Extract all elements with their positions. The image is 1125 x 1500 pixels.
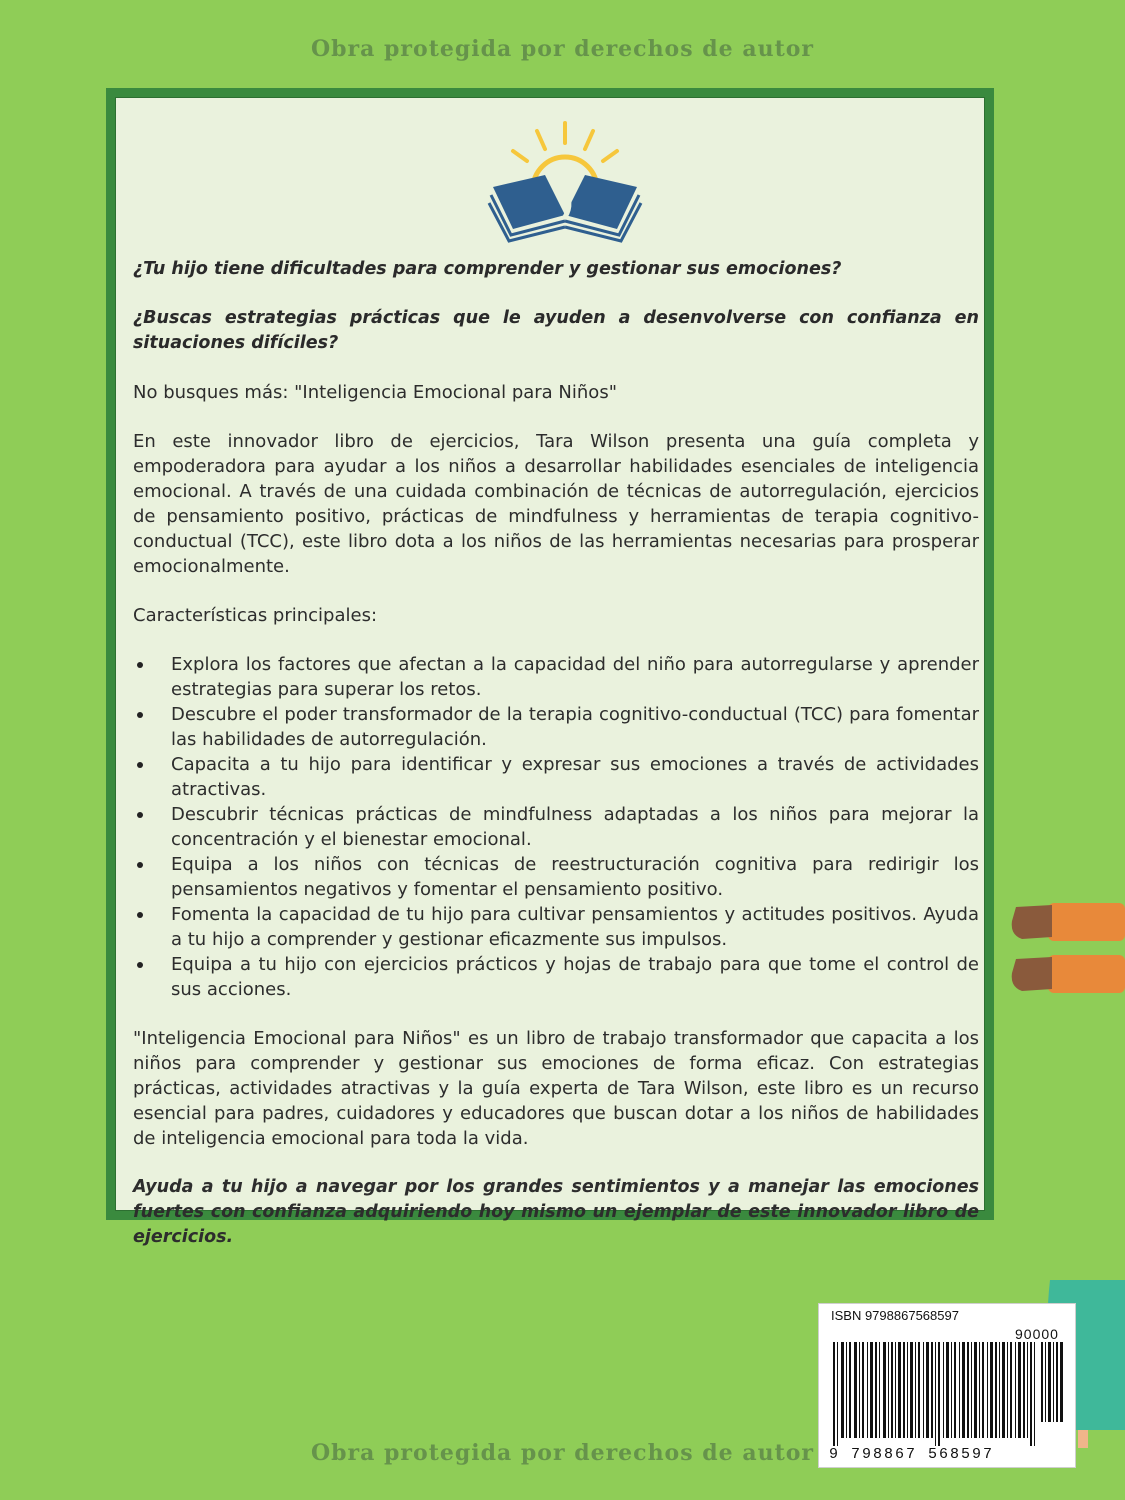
character-legs-illustration: [1008, 895, 1125, 1005]
bullet-icon: [137, 762, 143, 768]
closing-call-to-action: Ayuda a tu hijo a navegar por los grandes sentimientos y a manejar las emociones fuertes con confianza adquiriendo hoy mismo un ejemplar de este innovador libro de ejercicios.: [133, 1177, 979, 1247]
description: En este innovador libro de ejercicios, Tara Wilson presenta una guía completa y empoderadora para ayudar a los niños a desarrollar habilidades esenciales de inteligencia emocional. A través de una cuidada combinación de técnicas de autorregulación, ejercicios de pensamiento positivo, prácticas de mindfulness y herramientas de terapia cognitivo-conductual (TCC), este libro dota a los niños de las herramientas necesarias para prosperar emocionalmente.: [133, 431, 979, 577]
list-item: Capacita a tu hijo para identificar y expresar sus emociones a través de actividades atractivas.: [133, 752, 979, 802]
barcode-bars-icon: [833, 1342, 1065, 1446]
bullet-icon: [137, 712, 143, 718]
tagline: No busques más: "Inteligencia Emocional para Niños": [133, 382, 617, 403]
sun-over-open-book-icon: [485, 117, 645, 247]
list-item: Fomenta la capacidad de tu hijo para cultivar pensamientos y actitudes positivos. Ayuda a tu hijo a comprender y gestionar eficazmente sus impulsos.: [133, 902, 979, 952]
barcode-digits: 9 798867 568597: [829, 1446, 995, 1463]
copyright-watermark-bottom: Obra protegida por derechos de autor: [311, 1440, 814, 1466]
features-list: [133, 652, 979, 1002]
list-item: Explora los factores que afectan a la capacidad del niño para autorregularse y aprender estrategias para superar los retos.: [133, 652, 979, 702]
intro-question: ¿Buscas estrategias prácticas que le ayuden a desenvolverse con confianza en situaciones difíciles?: [133, 308, 979, 353]
list-item: Equipa a los niños con técnicas de reestructuración cognitiva para redirigir los pensamientos negativos y fomentar el pensamiento positivo.: [133, 852, 979, 902]
list-item: Equipa a tu hijo con ejercicios prácticos y hojas de trabajo para que tome el control de sus acciones.: [133, 952, 979, 1002]
back-cover-text: [133, 257, 979, 1274]
bullet-icon: [137, 962, 143, 968]
price-code: 90000: [1015, 1326, 1059, 1342]
bullet-icon: [137, 862, 143, 868]
bullet-icon: [137, 662, 143, 668]
isbn-label: ISBN 9798867568597: [831, 1308, 959, 1323]
summary: "Inteligencia Emocional para Niños" es un libro de trabajo transformador que capacita a los niños para comprender y gestionar sus emociones de forma eficaz. Con estrategias prácticas, actividades atractivas y la guía experta de Tara Wilson, este libro es un recurso esencial para padres, cuidadores y educadores que buscan dotar a los niños de habilidades de inteligencia emocional para toda la vida.: [133, 1028, 979, 1149]
intro-question: ¿Tu hijo tiene dificultades para comprender y gestionar sus emociones?: [133, 259, 842, 279]
bullet-icon: [137, 812, 143, 818]
bullet-icon: [137, 912, 143, 918]
list-item: Descubre el poder transformador de la terapia cognitivo-conductual (TCC) para fomentar las habilidades de autorregulación.: [133, 702, 979, 752]
back-cover-panel: [106, 88, 994, 1247]
copyright-watermark-top: Obra protegida por derechos de autor: [311, 36, 814, 62]
intro-questions: [133, 257, 979, 356]
features-heading: Características principales:: [133, 605, 378, 626]
list-item: Descubrir técnicas prácticas de mindfulness adaptadas a los niños para mejorar la concentración y el bienestar emocional.: [133, 802, 979, 852]
